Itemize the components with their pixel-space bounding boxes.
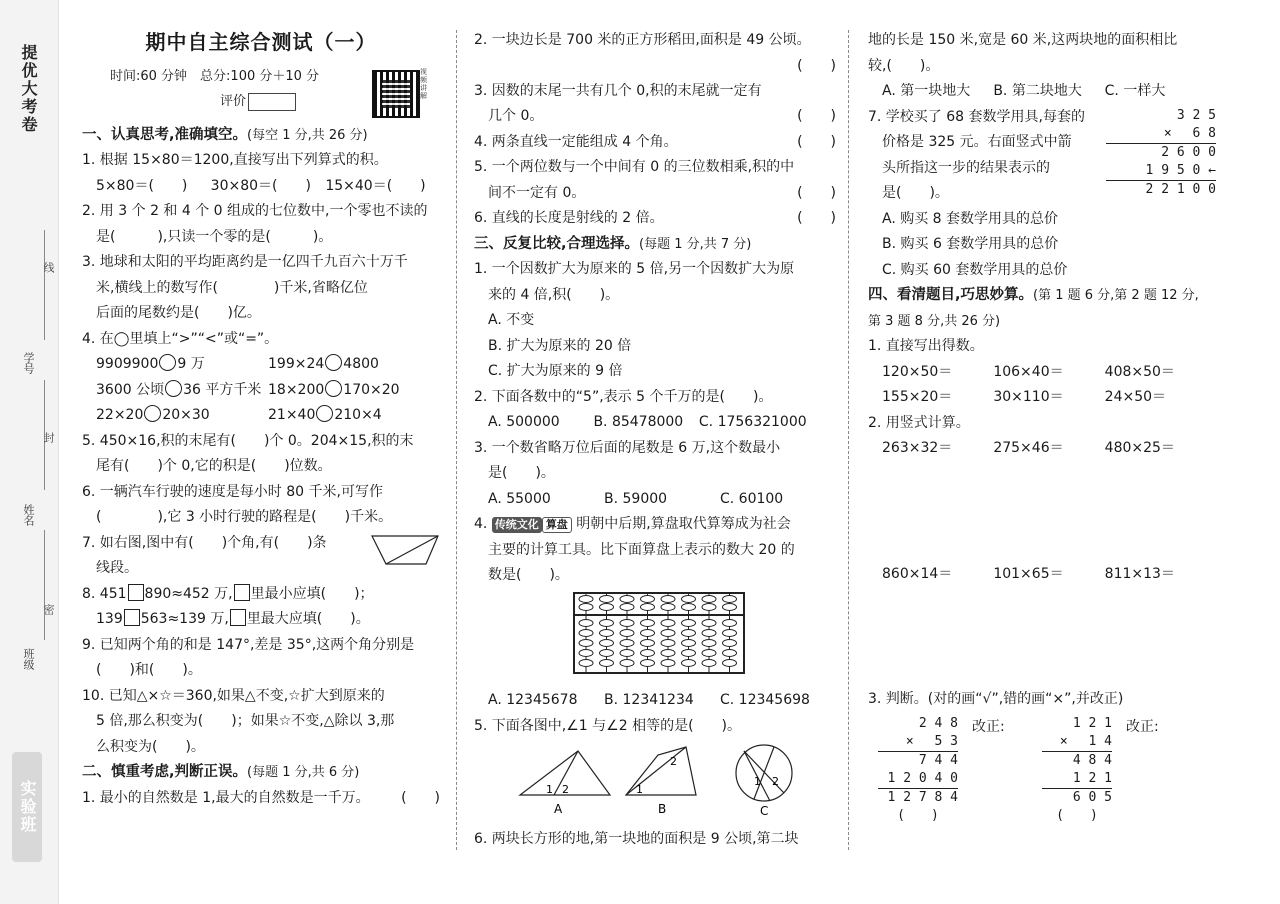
answer-paren[interactable]: ( )	[1056, 807, 1098, 823]
answer-paren[interactable]: ( )	[797, 210, 836, 226]
option[interactable]: A. 第一块地大	[882, 83, 971, 99]
svg-text:1: 1	[636, 783, 643, 796]
section-4-heading: 四、看清题目,巧思妙算。(第 1 题 6 分,第 2 题 12 分,	[868, 287, 1199, 303]
judge-1: 1. 最小的自然数是 1,最大的自然数是一千万。 ( )	[82, 786, 440, 812]
section-1-heading: 一、认真思考,准确填空。(每空 1 分,共 26 分)	[82, 126, 368, 143]
abacus-bead	[702, 639, 716, 646]
compare-circle[interactable]	[325, 354, 342, 371]
check-calc-2: 1 2 1 × 1 4 4 8 4 1 2 1 6 0 5 ( )	[1042, 715, 1112, 825]
abacus-bead	[620, 603, 634, 610]
answer-paren[interactable]: ( )	[401, 789, 440, 806]
svg-text:1: 1	[754, 775, 761, 788]
option[interactable]: A. 不变	[488, 312, 535, 328]
mental-math-row: 120×50＝ 106×40＝ 408×50＝	[882, 363, 1175, 380]
option[interactable]: C. 一样大	[1104, 83, 1166, 99]
q3-line: 米,横线上的数写作( )千米,省略亿位	[96, 279, 368, 296]
q5-line: 尾有( )个 0,它的积是( )位数。	[96, 458, 332, 474]
choice-1-line: 来的 4 倍,积( )。	[488, 286, 620, 303]
abacus-bead	[702, 619, 716, 626]
label-name: 姓名	[22, 504, 35, 526]
section-3-heading: 三、反复比较,合理选择。(每题 1 分,共 7 分)	[474, 235, 752, 252]
abacus-bead	[661, 659, 675, 666]
q4-row: 22×20 20×30 21×40 210×4	[96, 407, 382, 423]
choice-2-options	[474, 410, 836, 436]
check-heading: 3. 判断。(对的画“√”,错的画“×”,并改正)	[868, 691, 1124, 707]
q10: 10. 已知△×☆＝360,如果△不变,☆扩大到原来的	[82, 687, 385, 704]
choice-3: 3. 一个数省略万位后面的尾数是 6 万,这个数最小	[474, 439, 781, 456]
judge-5-line: 间不一定有 0。 ( )	[474, 181, 836, 207]
q3: 3. 地球和太阳的平均距离约是一亿四千九百六十万千	[82, 254, 408, 270]
mental-math-heading: 1. 直接写出得数。	[868, 338, 984, 354]
q3-line: 后面的尾数约是( )亿。	[96, 305, 261, 321]
abacus-bead	[682, 629, 696, 636]
tick-seal: 封	[42, 432, 55, 443]
exam-meta: 时间:60 分钟 总分:100 分＋10 分	[110, 68, 320, 84]
compare-circle[interactable]	[144, 405, 161, 422]
option[interactable]: C. 12345698	[720, 692, 810, 708]
abacus-bead	[723, 639, 737, 646]
choice-1: 1. 一个因数扩大为原来的 5 倍,另一个因数扩大为原	[474, 261, 795, 277]
option[interactable]: A. 500000	[488, 414, 560, 430]
blank-box[interactable]	[230, 609, 246, 626]
abacus-bead	[579, 649, 593, 656]
blank-box[interactable]	[234, 584, 250, 601]
option[interactable]: B. 扩大为原来的 20 倍	[488, 337, 632, 354]
abacus-bead	[682, 603, 696, 610]
svg-text:2: 2	[562, 783, 569, 796]
binding-margin	[0, 0, 59, 904]
abacus-bead	[682, 639, 696, 646]
option[interactable]: C. 扩大为原来的 9 倍	[488, 363, 623, 379]
abacus-bead	[600, 649, 614, 656]
column-divider	[456, 30, 457, 850]
choice-4-options	[474, 688, 836, 714]
abacus-bead	[723, 629, 737, 636]
fix-label: 改正:	[972, 718, 1005, 735]
q4-row: 3600 公顷 36 平方千米 18×200 170×20	[96, 381, 400, 398]
work-space[interactable]	[868, 587, 1216, 687]
q10-line: 么积变为( )。	[96, 738, 205, 755]
judge-4: 4. 两条直线一定能组成 4 个角。 ( )	[474, 130, 836, 156]
grade-row	[220, 89, 440, 115]
abacus-bead	[682, 649, 696, 656]
choice-4: 4. 传统文化 算盘 明朝中后期,算盘取代算筹成为社会	[474, 516, 791, 532]
judge-5: 5. 一个两位数与一个中间有 0 的三位数相乘,积的中	[474, 159, 795, 175]
abacus-bead	[641, 659, 655, 666]
choice-5: 5. 下面各图中,∠1 与∠2 相等的是( )。	[474, 717, 741, 734]
check-items	[868, 715, 1216, 825]
q8-line1: 8. 451 890≈452 万, 里最小应填( )；	[82, 585, 374, 602]
abacus-bead	[600, 603, 614, 610]
abacus-bead	[723, 595, 737, 602]
q4: 4. 在◯里填上“>”“<”或“=”。	[82, 330, 279, 347]
abacus-bead	[702, 659, 716, 666]
option[interactable]: B. 购买 6 套数学用具的总价	[882, 236, 1059, 252]
q2-line: 是( ),只读一个零的是( )。	[96, 228, 333, 245]
abacus-bead	[661, 639, 675, 646]
judge-6: 6. 直线的长度是射线的 2 倍。 ( )	[474, 206, 836, 232]
trapezoid-figure	[370, 533, 440, 567]
option[interactable]: B. 85478000	[593, 414, 684, 430]
q8-line2: 139 563≈139 万, 里最大应填( )。	[96, 611, 370, 627]
abacus-bead	[620, 629, 634, 636]
column-calc-row: 263×32＝ 275×46＝ 480×25＝	[882, 440, 1175, 456]
column-calc-heading: 2. 用竖式计算。	[868, 414, 970, 431]
abacus-bead	[600, 595, 614, 602]
angle-figures	[474, 739, 836, 817]
abacus-bead	[641, 619, 655, 626]
abacus-bead	[702, 603, 716, 610]
option[interactable]: B. 第二块地大	[993, 83, 1082, 99]
q1: 1. 根据 15×80＝1200,直接写出下列算式的积。	[82, 152, 388, 168]
choice-6: 6. 两块长方形的地,第一块地的面积是 9 公顷,第二块	[474, 830, 799, 847]
q1-item: 15×40＝( )	[325, 177, 426, 194]
option[interactable]: A. 12345678	[488, 692, 578, 708]
qr-label: 视频讲解	[420, 68, 427, 100]
option[interactable]: B. 12341234	[604, 692, 694, 708]
figure-label-b: B	[658, 802, 667, 816]
judge-3-line: 几个 0。 ( )	[474, 104, 836, 130]
fill-line	[44, 230, 45, 340]
q1-items	[82, 174, 440, 200]
abacus-bead	[702, 595, 716, 602]
q9-line: ( )和( )。	[96, 662, 202, 678]
tag-abacus: 算盘	[542, 517, 572, 533]
column-1	[82, 28, 440, 811]
label-class: 班级	[22, 648, 35, 670]
abacus-bead	[682, 595, 696, 602]
blank-box[interactable]	[128, 584, 144, 601]
choice-3-line: 是( )。	[488, 465, 555, 481]
abacus-bead	[579, 595, 593, 602]
abacus-bead	[620, 659, 634, 666]
abacus-bead	[600, 619, 614, 626]
q7: 7. 如右图,图中有( )个角,有( )条 线段。	[82, 531, 440, 582]
compare-circle[interactable]	[159, 354, 176, 371]
q1-item: 30×80＝( )	[210, 177, 311, 194]
choice-6-options	[868, 79, 1216, 105]
answer-paren[interactable]: ( )	[797, 108, 836, 124]
abacus-bead	[682, 619, 696, 626]
fill-line	[44, 530, 45, 640]
svg-text:2: 2	[670, 755, 677, 768]
mental-math-row: 155×20＝ 30×110＝ 24×50＝	[882, 389, 1167, 405]
q6: 6. 一辆汽车行驶的速度是每小时 80 千米,可写作	[82, 483, 383, 500]
abacus-bead	[600, 659, 614, 666]
option[interactable]: B. 59000	[604, 490, 668, 507]
tick-line: 线	[42, 262, 55, 273]
abacus-bead	[702, 629, 716, 636]
q9: 9. 已知两个角的和是 147°,差是 35°,这两个角分别是	[82, 636, 415, 653]
q1-item: 5×80＝( )	[96, 177, 188, 194]
choice-4-line: 数是( )。	[488, 567, 569, 583]
choice-3-options	[474, 487, 836, 513]
abacus-bead	[641, 595, 655, 602]
q4-row: 9909900 9 万 199×24 4800	[96, 356, 379, 372]
q5: 5. 450×16,积的末尾有( )个 0。204×15,积的末	[82, 432, 414, 449]
abacus-bead	[579, 659, 593, 666]
abacus-bead	[641, 629, 655, 636]
abacus-bead	[641, 649, 655, 656]
brand-bottom: 实验班	[12, 752, 42, 862]
figure-label-c: C	[760, 804, 769, 817]
compare-circle[interactable]	[165, 380, 182, 397]
svg-text:2: 2	[772, 775, 779, 788]
abacus-bead	[682, 659, 696, 666]
tag-culture: 传统文化	[492, 517, 542, 533]
abacus-bead	[723, 619, 737, 626]
q10-line: 5 倍,那么积变为( )；如果☆不变,△除以 3,那	[96, 713, 395, 729]
judge-3: 3. 因数的末尾一共有几个 0,积的末尾就一定有	[474, 82, 762, 99]
option[interactable]: C. 60100	[720, 490, 784, 507]
fix-label: 改正:	[1126, 718, 1159, 735]
tick-secret: 密	[42, 604, 55, 615]
abacus-bead	[579, 639, 593, 646]
choice-7: 7. 学校买了 68 套数学用具,每套的 价格是 325 元。右面竖式中箭 头所指这一步的结果表示的 是( )。 3 2 5 × 6 8 2 6 0 0 1 9 5 0 ← 2 2 1 0 0	[868, 107, 1216, 201]
q2: 2. 用 3 个 2 和 4 个 0 组成的七位数中,一个零也不读的	[82, 203, 428, 219]
option[interactable]: C. 购买 60 套数学用具的总价	[882, 261, 1068, 278]
vertical-multiplication: 3 2 5 × 6 8 2 6 0 0 1 9 5 0 ← 2 2 1 0 0	[1106, 107, 1216, 199]
abacus-bead	[620, 649, 634, 656]
choice-6-line: 地的长是 150 米,宽是 60 米,这两块地的面积相比	[868, 32, 1178, 48]
answer-paren[interactable]: ( )	[897, 807, 939, 823]
abacus-bead	[702, 649, 716, 656]
abacus-bead	[620, 639, 634, 646]
abacus-bead	[579, 619, 593, 626]
column-divider	[848, 30, 849, 850]
check-calc-1: 2 4 8 × 5 3 7 4 4 1 2 0 4 0 1 2 7 8 4 ( )	[878, 715, 958, 825]
choice-6-line: 较,( )。	[868, 57, 940, 74]
option[interactable]: C. 1756321000	[698, 414, 807, 430]
judge-2: 2. 一块边长是 700 米的正方形稻田,面积是 49 公顷。	[474, 32, 811, 48]
answer-paren[interactable]: ( )	[797, 184, 836, 201]
option[interactable]: A. 购买 8 套数学用具的总价	[882, 210, 1059, 227]
abacus-bead	[600, 639, 614, 646]
abacus-bead	[579, 629, 593, 636]
section-2-heading: 二、慎重考虑,判断正误。(每题 1 分,共 6 分)	[82, 764, 360, 780]
compare-circle[interactable]	[316, 405, 333, 422]
abacus-bead	[600, 629, 614, 636]
column-calc-row: 860×14＝ 101×65＝ 811×13＝	[882, 565, 1175, 582]
column-3	[868, 28, 1216, 825]
abacus-bead	[661, 629, 675, 636]
choice-2: 2. 下面各数中的“5”,表示 5 个千万的是( )。	[474, 388, 773, 405]
section-4-note: 第 3 题 8 分,共 26 分)	[868, 313, 1001, 329]
abacus-bead	[620, 619, 634, 626]
page-title: 期中自主综合测试（一）	[145, 30, 377, 54]
choice-4-line: 主要的计算工具。比下面算盘上表示的数大 20 的	[488, 541, 795, 558]
abacus-figure	[474, 589, 836, 679]
column-2	[474, 28, 836, 852]
compare-circle[interactable]	[325, 380, 342, 397]
q6-line: ( ),它 3 小时行驶的路程是( )千米。	[96, 509, 393, 525]
answer-paren[interactable]: ( )	[797, 133, 836, 150]
figure-label-a: A	[554, 802, 563, 816]
abacus-bead	[661, 595, 675, 602]
abacus-bead	[661, 619, 675, 626]
abacus-bead	[641, 639, 655, 646]
answer-paren[interactable]: ( )	[797, 57, 836, 74]
abacus-bead	[620, 595, 634, 602]
abacus-bead	[641, 603, 655, 610]
abacus-bead	[723, 649, 737, 656]
abacus-bead	[723, 603, 737, 610]
svg-text:1: 1	[546, 783, 553, 796]
abacus-bead	[661, 603, 675, 610]
work-space[interactable]	[868, 462, 1216, 562]
abacus-bead	[579, 603, 593, 610]
abacus-bead	[723, 659, 737, 666]
blank-box[interactable]	[124, 609, 140, 626]
grade-box[interactable]	[248, 93, 296, 111]
brand-top: 提优大考卷	[19, 44, 38, 134]
abacus-bead	[661, 649, 675, 656]
grade-label: 评价	[220, 94, 247, 109]
option[interactable]: A. 55000	[488, 490, 551, 507]
label-student-id: 学号	[22, 352, 35, 374]
